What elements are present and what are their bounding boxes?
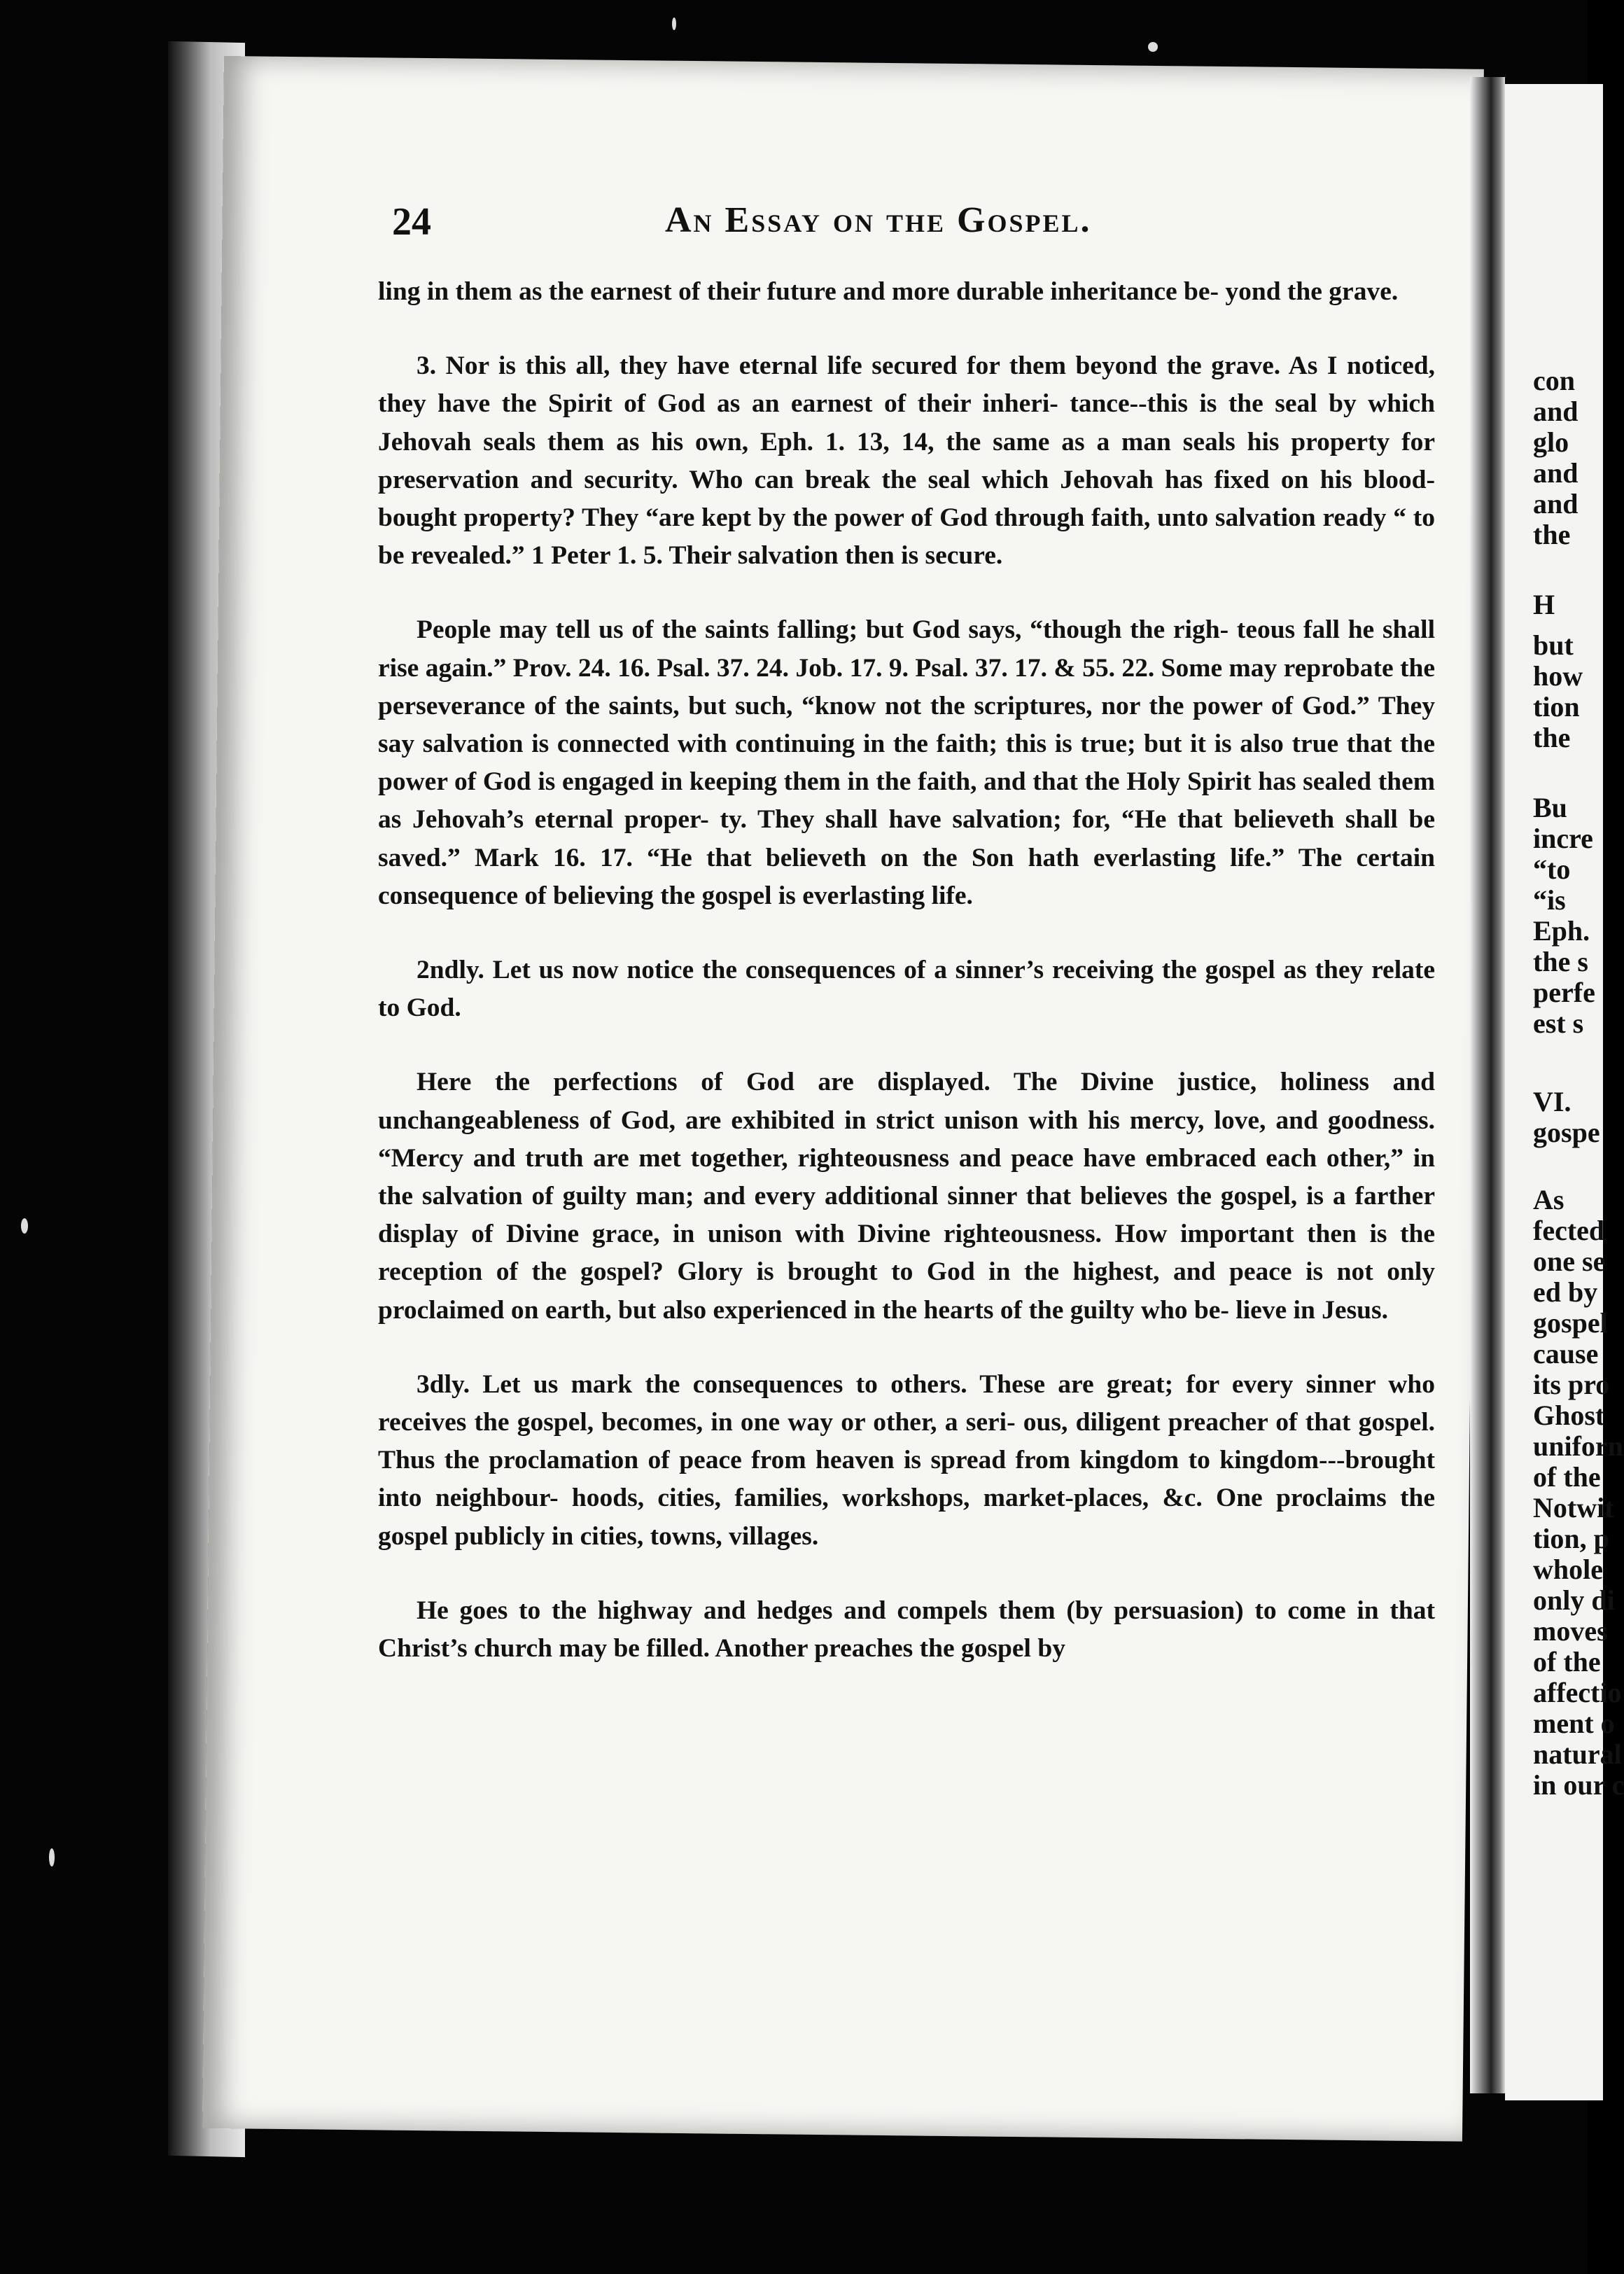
facing-page-fragment: Ghost [1533,1400,1605,1431]
facing-page-fragment: in our c [1533,1769,1624,1801]
facing-page-fragment: gospel [1533,1307,1608,1339]
facing-page-fragment: cause [1533,1338,1599,1369]
facing-page-fragment: H [1533,589,1555,620]
facing-page-fragment: affectio [1533,1677,1622,1708]
paragraph: ling in them as the earnest of their future and more durable inheritance be- yond the grave. [378,277,1399,306]
facing-page-fragment: tion, p [1533,1523,1609,1554]
facing-page-fragment: As [1533,1184,1564,1215]
facing-page-fragment: how [1533,660,1583,692]
paragraph: He goes to the highway and hedges and compels them (by persuasion) to come in that Christ’s church may be filled. Another preaches the gospel by [378,1596,1435,1663]
facing-page-fragment: con [1533,365,1575,396]
facing-page-fragment: only di [1533,1584,1615,1616]
facing-page-fragment: whole [1533,1554,1603,1585]
facing-page-fragment: the [1533,722,1571,753]
facing-page-fragment: of the [1533,1646,1601,1677]
facing-page-fragment: ment o [1533,1708,1615,1739]
book-gutter [1470,77,1505,2093]
facing-page-fragment: the [1533,519,1571,550]
running-title: An Essay on the Gospel. [665,200,1092,240]
facing-page-fragment: incre [1533,823,1593,854]
facing-page-fragment: glo [1533,426,1569,458]
facing-page-fragment: natural [1533,1738,1622,1770]
scan-speck [1148,42,1158,52]
facing-page-fragment: its pro [1533,1369,1610,1400]
facing-page-fragment: and [1533,488,1578,519]
facing-page-fragment: of the [1533,1461,1601,1493]
facing-page-fragment: Notwit [1533,1492,1614,1523]
page-body [378,273,1435,1704]
facing-page-fragment: and [1533,396,1578,427]
paragraph: People may tell us of the saints falling; but God says, “though the righ- teous fall he shall rise again.” Prov. 24. 16. Psal. 37. 24. Job. 17. 9. Psal. 37. 17. & 55. 22. Some may reprobate the perseverance of the saints, but such, “know not the scriptures, nor the power of God.” They say salvation is connected with continuing in the faith; this is true; but it is also true that the power of God is engaged in keeping them in the faith, and that the Holy Spirit has sealed them as Jehovah’s eternal proper- ty. They shall have salvation; for, “He that believeth shall be saved.” Mark 16. 17. “He that believeth on the Son hath everlasting life.” The certain consequence of believing the gospel is everlasting life. [378,615,1435,910]
facing-page [1505,84,1624,2100]
facing-page-fragment: fected [1533,1215,1605,1246]
facing-page-fragment: gospe [1533,1117,1600,1148]
facing-page-fragment: est s [1533,1007,1584,1039]
paragraph: 2ndly. Let us now notice the consequences of a sinner’s receiving the gospel as they relate to God. [378,956,1435,1023]
facing-page-fragment: one se [1533,1246,1606,1277]
facing-page-fragment: the s [1533,946,1588,977]
facing-page-fragment: tion [1533,691,1580,723]
facing-page-fragment: ed by [1533,1276,1598,1308]
paragraph: 3dly. Let us mark the consequences to others. These are great; for every sinner who receives the gospel, becomes, in one way or other, a seri- ous, diligent preacher of that gospel. Thus the proclamation of peace from heaven is spread from kingdom to kingdom---brought into neighbour- hoods, cities, families, workshops, market-places, &c. One proclaims the gospel publicly in cities, towns, villages. [378,1369,1435,1551]
paragraph: Here the perfections of God are displayed. The Divine justice, holiness and unchangeableness of God, are exhibited in strict unison with his mercy, love, and goodness. “Mercy and truth are met together, righteousness and peace have embraced each other,” in the salvation of guilty man; and every additional sinner that believes the gospel, is a farther display of Divine grace, in unison with Divine righteousness. How important then is the reception of the gospel? Glory is brought to God in the highest, and peace is not only proclaimed on earth, but also experienced in the hearts of the guilty who be- lieve in Jesus. [378,1068,1435,1325]
facing-page-fragment: “is [1533,884,1566,916]
facing-page-fragment: moves [1533,1615,1608,1647]
facing-page-fragment: perfe [1533,977,1595,1008]
facing-page-fragment: Eph. [1533,915,1590,947]
paragraph: 3. Nor is this all, they have eternal life secured for them beyond the grave. As I noticed, they have the Spirit of God as an earnest of their inheri- tance--this is the seal by which Jehovah seals them as his own, Eph. 1. 13, 14, the same as a man seals his property for preservation and security. Who can break the seal which Jehovah has fixed on his blood-bought property? They “are kept by the power of God through faith, unto salvation ready “ to be revealed.” 1 Peter 1. 5. Their salvation then is secure. [378,351,1435,571]
facing-page-fragment: Bu [1533,792,1567,823]
facing-page-fragment: VI. [1533,1086,1572,1117]
scan-speck [672,18,676,30]
page-number: 24 [392,200,431,244]
facing-page-fragment: but [1533,629,1574,661]
facing-page-fragment: uniforn [1533,1430,1623,1462]
scan-speck [49,1848,55,1867]
scan-speck [21,1218,28,1234]
facing-page-fragment: and [1533,457,1578,489]
facing-page-fragment: “to [1533,853,1571,885]
